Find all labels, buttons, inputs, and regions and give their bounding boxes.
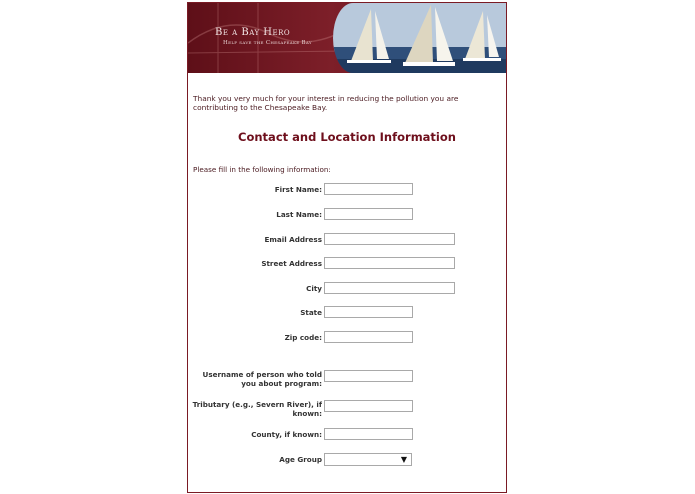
triangle-down-icon[interactable]: ▼ [400, 455, 407, 464]
intro-text: Thank you very much for your interest in reducing the pollution you are contributing to the Chesapeake Bay. [193, 94, 459, 112]
state-field[interactable] [324, 306, 413, 318]
referrer-label: Username of person who told you about program: [202, 370, 322, 388]
city-label: City [306, 284, 322, 293]
age-group-label: Age Group [279, 455, 322, 464]
zip-label: Zip code: [284, 333, 322, 342]
header-banner [188, 3, 506, 73]
county-field[interactable] [324, 428, 413, 440]
referrer-username-field[interactable] [324, 370, 413, 382]
brand-title: Be a Bay Hero [215, 27, 291, 38]
zip-code-field[interactable] [324, 331, 413, 343]
sailboats-photo [333, 3, 506, 73]
last-name-field[interactable] [324, 208, 413, 220]
email-field[interactable] [324, 233, 455, 245]
sailboats-image [333, 3, 506, 73]
city-field[interactable] [324, 282, 455, 294]
bridge-silhouette [188, 3, 348, 73]
county-label: County, if known: [251, 430, 322, 439]
first-name-label: First Name: [274, 185, 322, 194]
form-instruction: Please fill in the following information: [193, 165, 331, 174]
street-label: Street Address [261, 259, 322, 268]
state-label: State [300, 308, 322, 317]
tributary-field[interactable] [324, 400, 413, 412]
last-name-label: Last Name: [276, 210, 322, 219]
email-label: Email Address [264, 235, 322, 244]
tributary-label: Tributary (e.g., Severn River), if known: [192, 400, 322, 418]
page-title: Contact and Location Information [238, 130, 456, 144]
page-frame [187, 2, 507, 493]
age-group-select[interactable] [324, 453, 412, 466]
brand-subtitle: Help save the Chesapeake Bay [223, 40, 312, 46]
first-name-field[interactable] [324, 183, 413, 195]
street-address-field[interactable] [324, 257, 455, 269]
